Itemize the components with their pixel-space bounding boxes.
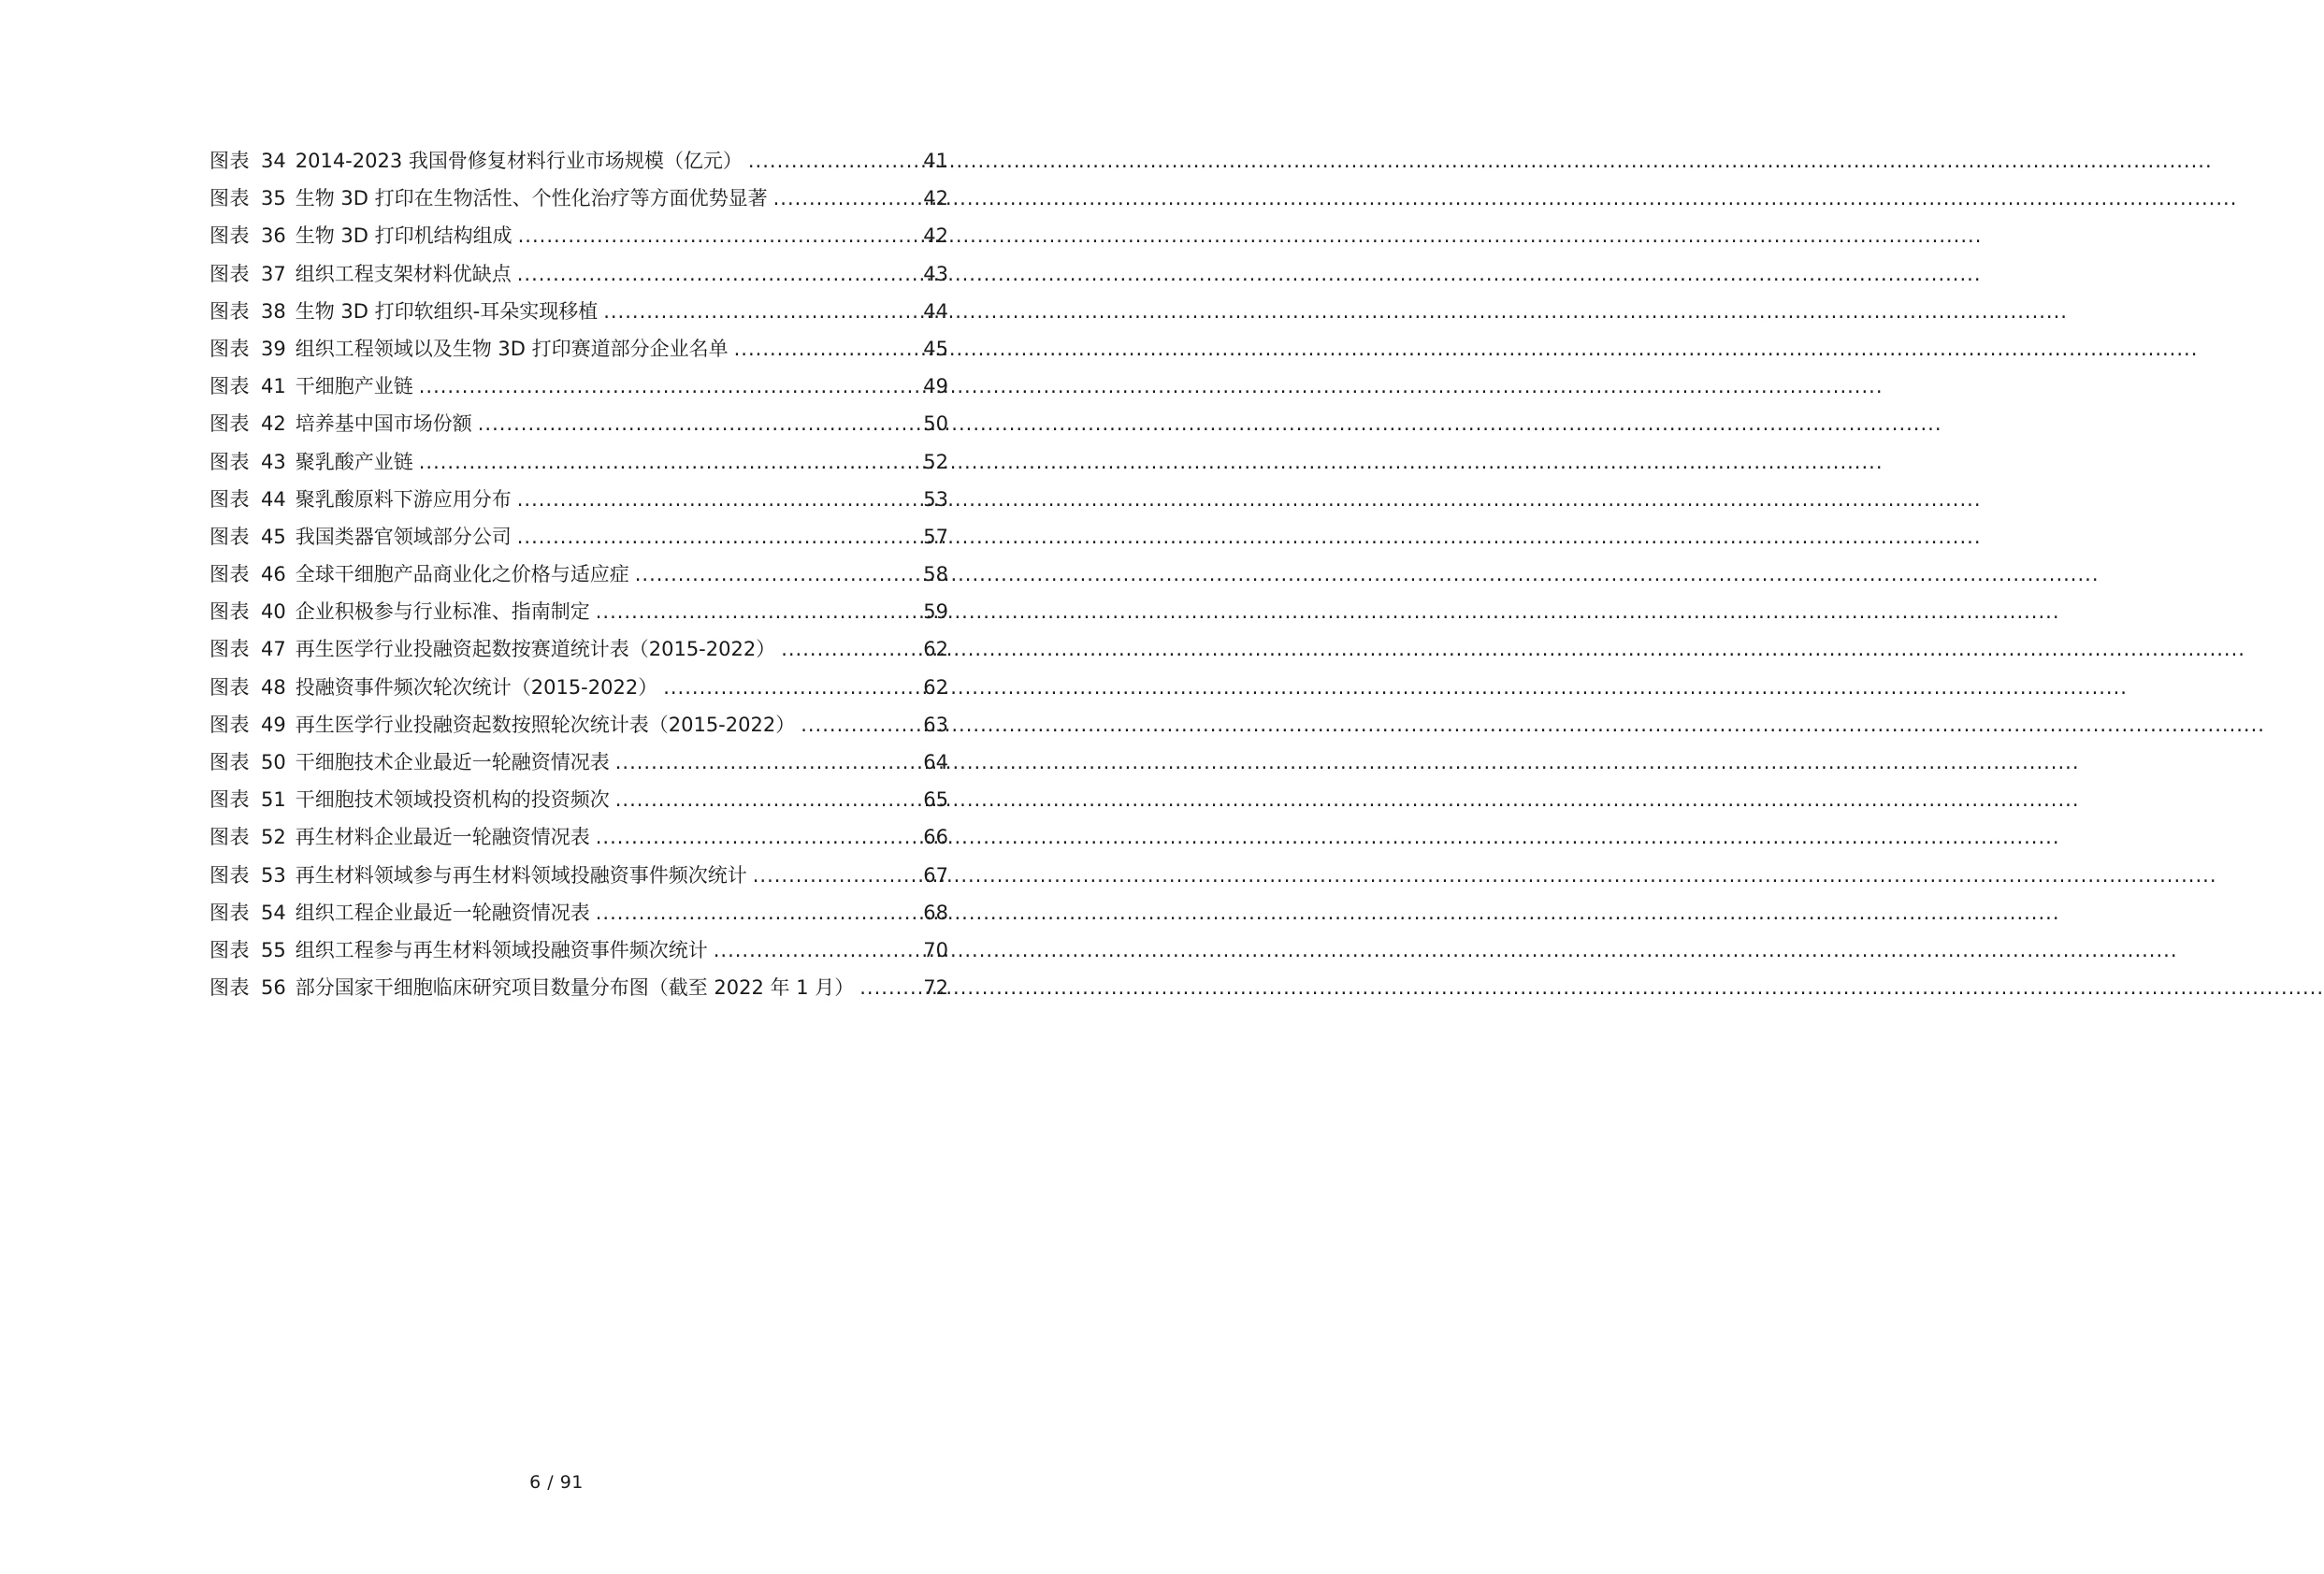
toc-entry[interactable] (209, 293, 948, 330)
toc-leader-dots (748, 142, 921, 180)
toc-leader-dots (663, 669, 921, 706)
toc-leader-dots (615, 781, 922, 818)
toc-entry-page: 66 (923, 826, 948, 849)
toc-entry-page: 72 (923, 976, 948, 1000)
toc-entry-title: 生物 3D 打印在生物活性、个性化治疗等方面优势显著 (295, 187, 768, 210)
toc-entry-number: 40 (261, 600, 286, 624)
toc-entry-label: 图表 (209, 187, 250, 210)
toc-entry-number: 50 (261, 751, 286, 773)
toc-entry[interactable] (209, 556, 948, 593)
toc-leader-dots (773, 180, 922, 217)
toc-entry-number: 37 (261, 262, 286, 285)
toc-entry-label: 图表 (209, 976, 250, 1000)
toc-entry-title: 企业积极参与行业标准、指南制定 (295, 600, 590, 624)
toc-entry-label: 图表 (209, 675, 250, 699)
toc-entry-title: 生物 3D 打印软组织-耳朵实现移植 (295, 299, 599, 323)
toc-entry-number: 56 (261, 976, 286, 1000)
toc-entry[interactable] (209, 593, 948, 630)
toc-entry-page: 64 (923, 751, 948, 773)
toc-leader-dots (635, 556, 922, 593)
toc-entry-title: 部分国家干细胞临床研究项目数量分布图（截至 2022 年 1 月） (295, 976, 855, 1000)
toc-entry-title: 2014-2023 我国骨修复材料行业市场规模（亿元） (295, 150, 743, 172)
toc-entry-number: 36 (261, 224, 286, 248)
toc-leader-dots (596, 818, 922, 856)
toc-leader-dots (714, 931, 922, 969)
toc-entry-number: 51 (261, 788, 286, 812)
toc-entry-label: 图表 (209, 751, 250, 773)
toc-entry-page: 62 (923, 675, 948, 699)
toc-entry-page: 63 (923, 713, 948, 736)
toc-entry-label: 图表 (209, 412, 250, 436)
toc-entry-title: 组织工程企业最近一轮融资情况表 (295, 901, 590, 924)
toc-entry[interactable] (209, 405, 948, 442)
toc-entry-title: 全球干细胞产品商业化之价格与适应症 (295, 563, 629, 586)
toc-entry-label: 图表 (209, 337, 250, 360)
toc-leader-dots (419, 443, 922, 481)
toc-entry-label: 图表 (209, 901, 250, 924)
toc-leader-dots (859, 969, 921, 1006)
toc-entry-page: 44 (923, 299, 948, 323)
toc-entry-title: 再生医学行业投融资起数按赛道统计表（2015-2022） (295, 638, 776, 661)
toc-entry-number: 48 (261, 675, 286, 699)
toc-leader-dots (801, 706, 921, 744)
toc-entry-title: 干细胞技术企业最近一轮融资情况表 (295, 751, 610, 773)
toc-entry-page: 42 (923, 187, 948, 210)
toc-entry-number: 38 (261, 299, 286, 323)
toc-entry[interactable] (209, 857, 948, 894)
toc-entry-label: 图表 (209, 525, 250, 548)
toc-entry-page: 49 (923, 375, 948, 398)
toc-entry-page: 42 (923, 224, 948, 248)
toc-entry-page: 41 (923, 150, 948, 172)
toc-entry[interactable] (209, 217, 948, 254)
toc-entry-title: 聚乳酸产业链 (295, 450, 413, 473)
toc-leader-dots (518, 217, 922, 254)
toc-entry-label: 图表 (209, 638, 250, 661)
toc-entry[interactable] (209, 931, 948, 969)
toc-entry[interactable] (209, 781, 948, 818)
toc-entry[interactable] (209, 180, 948, 217)
toc-entry-number: 46 (261, 563, 286, 586)
toc-entry[interactable] (209, 330, 948, 368)
toc-entry-page: 59 (923, 600, 948, 624)
toc-entry[interactable] (209, 255, 948, 293)
toc-entry[interactable] (209, 969, 948, 1006)
toc-entry-label: 图表 (209, 150, 250, 172)
page-number-footer: 6 / 91 (529, 1472, 584, 1493)
toc-leader-dots (596, 593, 922, 630)
toc-entry-title: 再生材料领域参与再生材料领域投融资事件频次统计 (295, 863, 747, 887)
toc-entry-title: 再生材料企业最近一轮融资情况表 (295, 826, 590, 849)
toc-leader-dots (517, 518, 922, 556)
toc-entry-label: 图表 (209, 487, 250, 511)
toc-entry-number: 54 (261, 901, 286, 924)
toc-leader-dots (615, 744, 922, 781)
toc-leader-dots (753, 857, 922, 894)
toc-leader-dots (781, 630, 921, 668)
toc-leader-dots (734, 330, 922, 368)
toc-entry-label: 图表 (209, 563, 250, 586)
toc-entry-page: 57 (923, 525, 948, 548)
toc-entry-label: 图表 (209, 262, 250, 285)
toc-entry-number: 42 (261, 412, 286, 436)
toc-entry-label: 图表 (209, 600, 250, 624)
toc-entry-label: 图表 (209, 450, 250, 473)
toc-entry-page: 45 (923, 337, 948, 360)
toc-entry-number: 47 (261, 638, 286, 661)
toc-entry[interactable] (209, 630, 948, 668)
toc-entry-page: 67 (923, 863, 948, 887)
toc-entry-number: 44 (261, 487, 286, 511)
toc-entry-label: 图表 (209, 788, 250, 812)
toc-leader-dots (419, 368, 922, 405)
toc-entry[interactable] (209, 518, 948, 556)
toc-entry-title: 我国类器官领域部分公司 (295, 525, 512, 548)
toc-entry-title: 生物 3D 打印机结构组成 (295, 224, 512, 248)
toc-entry[interactable] (209, 443, 948, 481)
table-of-figures (209, 142, 948, 1006)
toc-entry[interactable] (209, 818, 948, 856)
toc-entry[interactable] (209, 669, 948, 706)
toc-entry-page: 70 (923, 938, 948, 961)
toc-entry-title: 干细胞产业链 (295, 375, 413, 398)
toc-leader-dots (478, 405, 922, 442)
toc-entry-label: 图表 (209, 826, 250, 849)
toc-entry-page: 62 (923, 638, 948, 661)
toc-entry-number: 35 (261, 187, 286, 210)
toc-entry-number: 55 (261, 938, 286, 961)
toc-entry-number: 41 (261, 375, 286, 398)
toc-entry-title: 组织工程支架材料优缺点 (295, 262, 512, 285)
toc-entry[interactable] (209, 142, 948, 180)
toc-entry-number: 34 (261, 150, 286, 172)
toc-entry-number: 52 (261, 826, 286, 849)
toc-leader-dots (603, 293, 921, 330)
toc-entry-label: 图表 (209, 224, 250, 248)
toc-entry[interactable] (209, 706, 948, 744)
toc-entry-number: 49 (261, 713, 286, 736)
toc-entry-title: 再生医学行业投融资起数按照轮次统计表（2015-2022） (295, 713, 796, 736)
toc-entry[interactable] (209, 368, 948, 405)
toc-entry-label: 图表 (209, 375, 250, 398)
toc-entry-page: 43 (923, 262, 948, 285)
toc-entry-number: 45 (261, 525, 286, 548)
toc-entry-title: 培养基中国市场份额 (295, 412, 472, 436)
toc-leader-dots (596, 894, 922, 931)
toc-entry-number: 43 (261, 450, 286, 473)
toc-entry-number: 39 (261, 337, 286, 360)
toc-entry-number: 53 (261, 863, 286, 887)
toc-entry-label: 图表 (209, 299, 250, 323)
toc-entry-page: 65 (923, 788, 948, 812)
toc-entry-label: 图表 (209, 863, 250, 887)
toc-entry-label: 图表 (209, 713, 250, 736)
toc-entry-title: 组织工程领域以及生物 3D 打印赛道部分企业名单 (295, 337, 729, 360)
toc-entry-page: 58 (923, 563, 948, 586)
toc-entry-page: 68 (923, 901, 948, 924)
toc-entry[interactable] (209, 481, 948, 518)
toc-entry-label: 图表 (209, 938, 250, 961)
toc-entry-page: 52 (923, 450, 948, 473)
toc-entry-title: 干细胞技术领域投资机构的投资频次 (295, 788, 610, 812)
toc-entry-title: 聚乳酸原料下游应用分布 (295, 487, 512, 511)
toc-leader-dots (517, 481, 922, 518)
toc-leader-dots (517, 255, 922, 293)
toc-entry-title: 投融资事件频次轮次统计（2015-2022） (295, 675, 658, 699)
toc-entry-page: 53 (923, 487, 948, 511)
toc-entry-title: 组织工程参与再生材料领域投融资事件频次统计 (295, 938, 708, 961)
toc-entry[interactable] (209, 744, 948, 781)
toc-entry-page: 50 (923, 412, 948, 436)
toc-entry[interactable] (209, 894, 948, 931)
